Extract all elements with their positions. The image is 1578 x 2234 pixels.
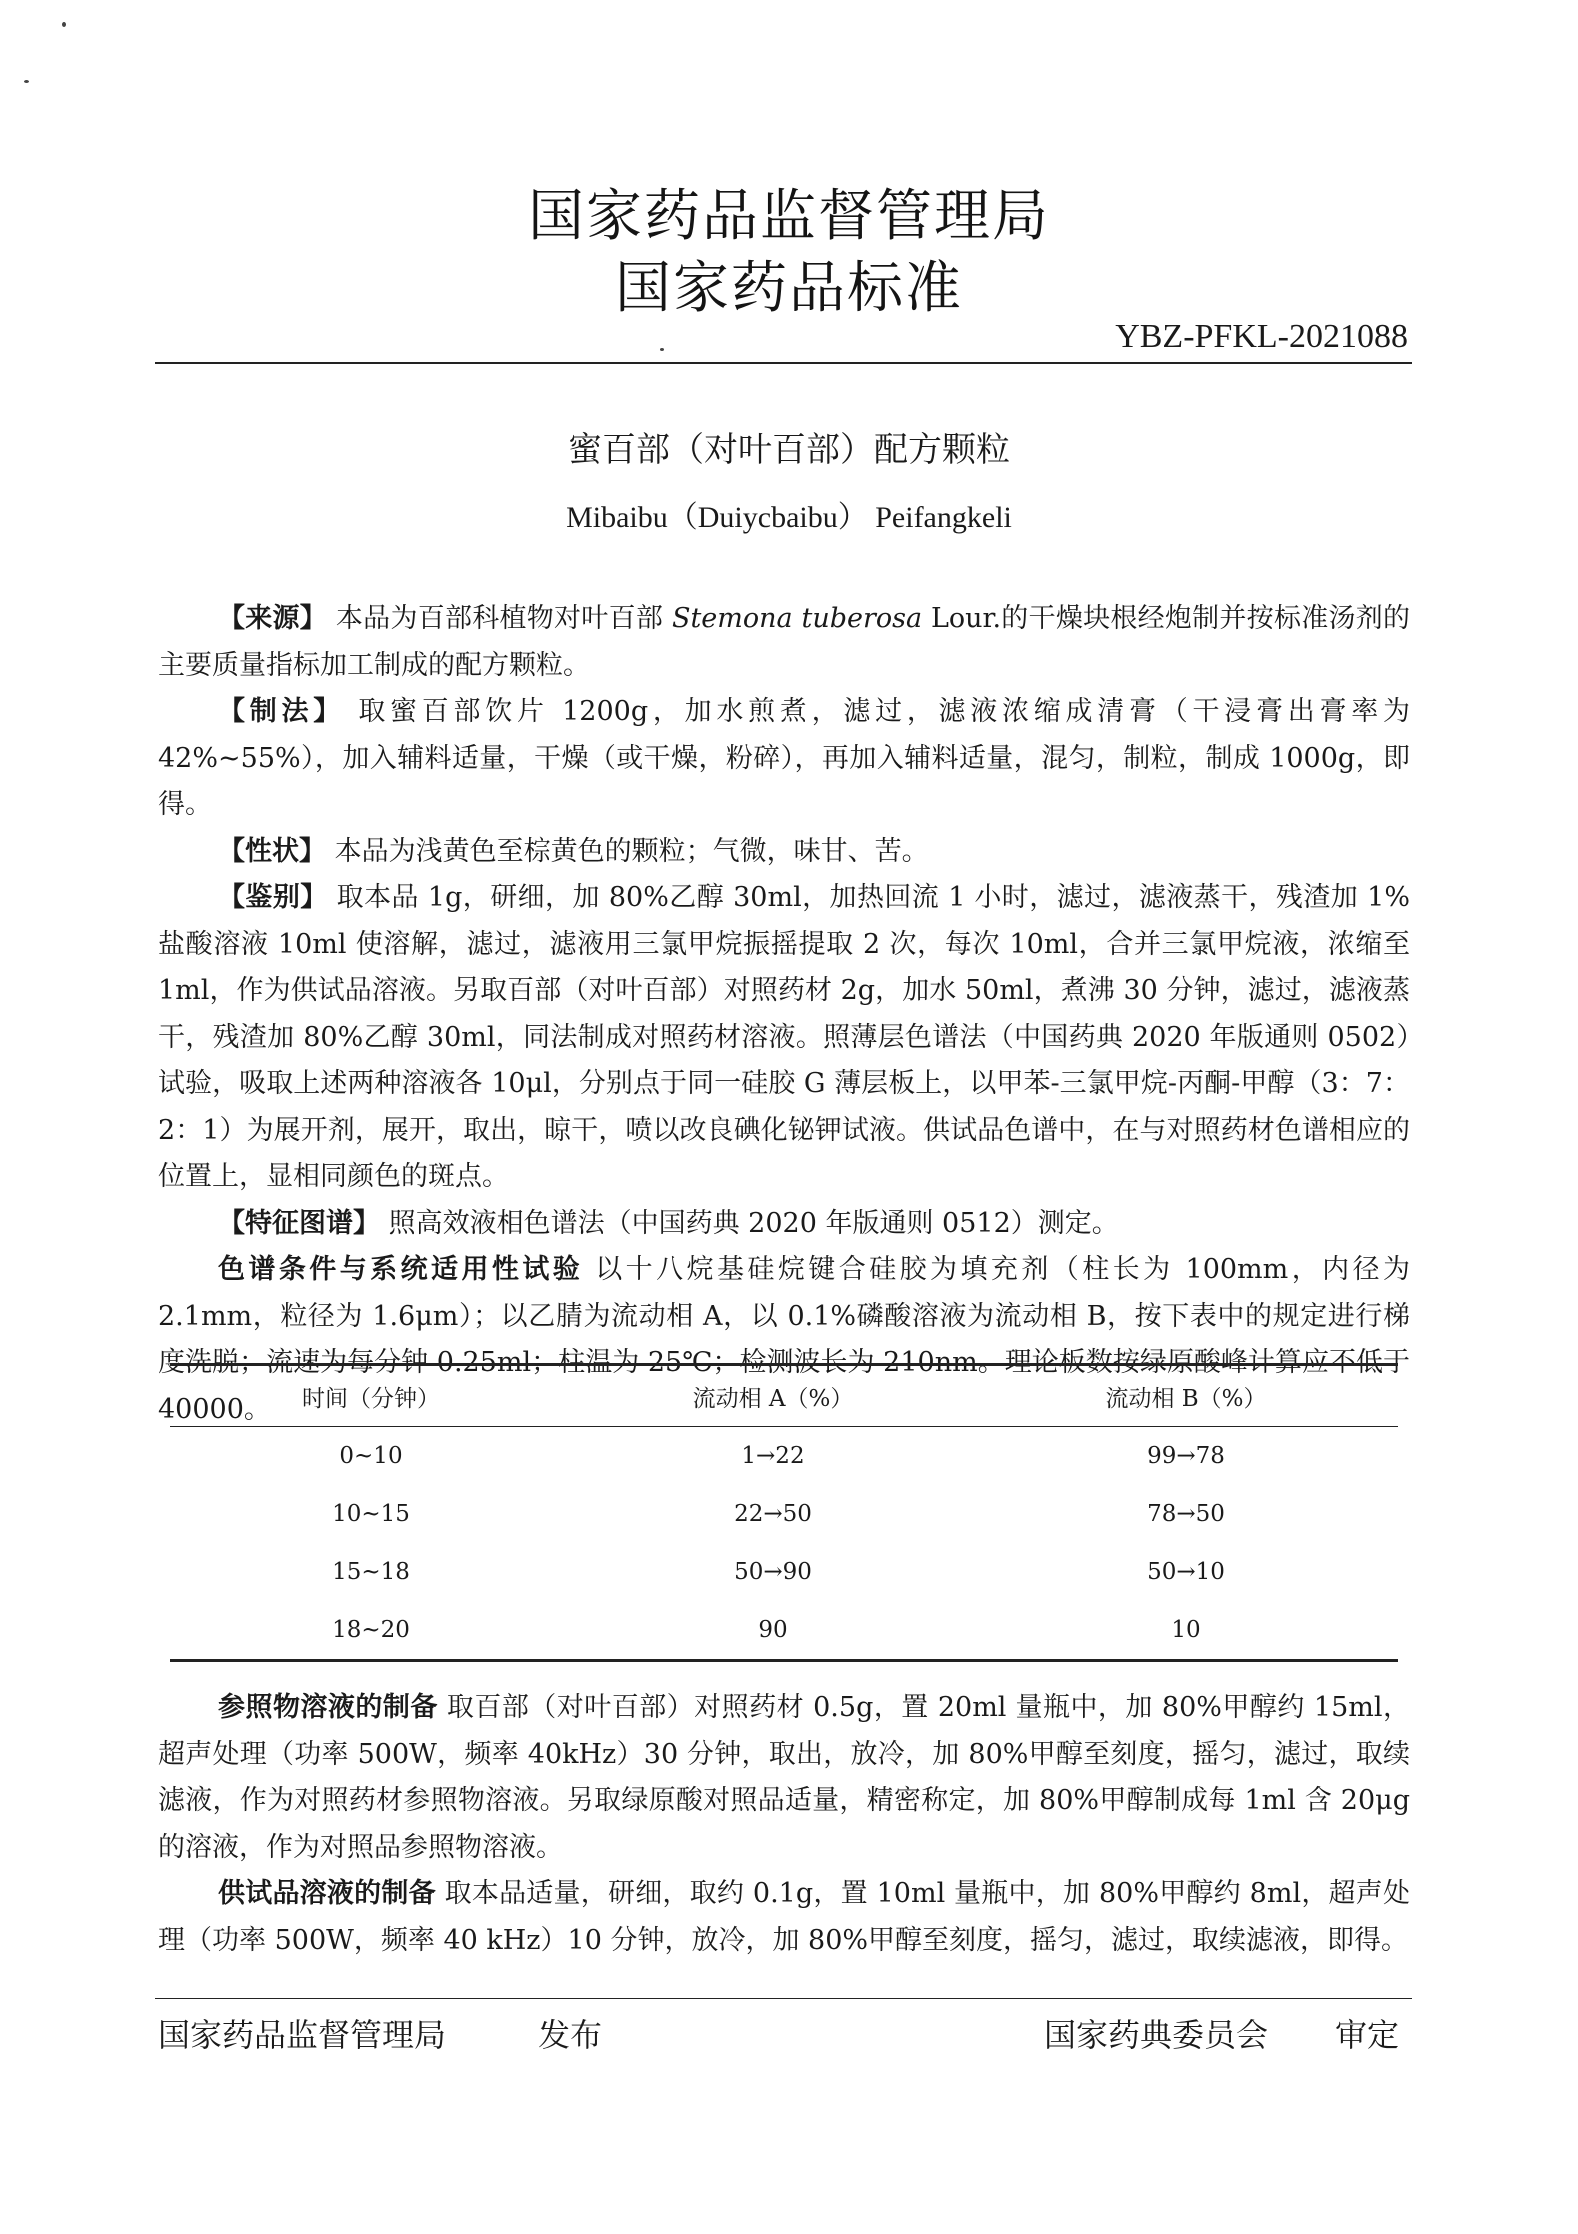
source-latin-name: Stemona tuberosa: [671, 603, 923, 634]
source-text-2: Lour.的干燥块根经炮制并按标准汤剂的主要质量指标加工制成的配方颗粒。: [158, 603, 1411, 681]
character-paragraph: [158, 829, 1410, 876]
reference-solution-paragraph: [158, 1685, 1410, 1871]
monograph-body-bottom: [158, 1685, 1410, 1964]
preparation-text: 取蜜百部饮片 1200g，加水煎煮，滤过，滤液浓缩成清膏（干浸膏出膏率为 42%~55%），加入辅料适量，干燥（或干燥，粉碎），再加入辅料适量，混匀，制粒，制成 1000g，即得。: [158, 696, 1410, 820]
character-text: 本品为浅黄色至棕黄色的颗粒；气微，味甘、苦。: [334, 835, 929, 867]
reference-solution-text: 取百部（对叶百部）对照药材 0.5g，置 20ml 量瓶中，加 80%甲醇约 15ml，超声处理（功率 500W，频率 40kHz）30 分钟，取出，放冷，加 80%甲醇至刻度，摇匀，滤过，取续滤液，作为对照药材参照物溶液。另取绿原酸对照品适量，精密称定，加 80%甲醇制成每 1ml 含 20μg 的溶液，作为对照品参照物溶液。: [158, 1692, 1410, 1863]
table-row: [170, 1543, 1398, 1601]
scan-speck: [660, 348, 664, 351]
source-label: 【来源】: [218, 603, 328, 634]
table-cell: 50→10: [1147, 1559, 1225, 1585]
identification-text: 取本品 1g，研细，加 80%乙醇 30ml，加热回流 1 小时，滤过，滤液蒸干，残渣加 1%盐酸溶液 10ml 使溶解，滤过，滤液用三氯甲烷振摇提取 2 次，每次 10ml，合并三氯甲烷液，浓缩至 1ml，作为供试品溶液。另取百部（对叶百部）对照药材 2g，加水 50ml，煮沸 30 分钟，滤过，滤液蒸干，残渣加 80%乙醇 30ml，同法制成对照药材溶液。照薄层色谱法（中国药典 2020 年版通则 0502）试验，吸取上述两种溶液各 10μl，分别点于同一硅胶 G 薄层板上，以甲苯-三氯甲烷-丙酮-甲醇（3：7：2：1）为展开剂，展开，取出，晾干，喷以改良碘化铋钾试液。供试品色谱中，在与对照药材色谱相应的位置上，显相同颜色的斑点。: [158, 882, 1411, 1192]
identification-paragraph: [158, 875, 1410, 1201]
table-row: [170, 1601, 1398, 1661]
table-cell: 22→50: [734, 1501, 812, 1527]
agency-title: 国家药品监督管理局: [528, 184, 1050, 249]
table-cell: 50→90: [734, 1559, 812, 1585]
table-cell: 90: [758, 1617, 788, 1643]
header-divider: [155, 362, 1412, 364]
preparation-label: 【制法】: [218, 696, 345, 727]
footer-divider: [155, 1998, 1412, 1999]
test-solution-text: 取本品适量，研细，取约 0.1g，置 10ml 量瓶中，加 80%甲醇约 8ml，超声处理（功率 500W，频率 40 kHz）10 分钟，放冷，加 80%甲醇至刻度，摇匀，滤过，取续滤液，即得。: [158, 1878, 1411, 1956]
monograph-body-top: [158, 596, 1410, 1433]
scan-speck: [24, 80, 29, 83]
standard-title: 国家药品标准: [615, 256, 963, 321]
fingerprint-label: 【特征图谱】: [218, 1207, 380, 1239]
footer-reviewer: 国家药典委员会: [1044, 2016, 1269, 2054]
table-header-cell: 时间（分钟）: [302, 1385, 440, 1412]
source-paragraph: [158, 596, 1410, 689]
table-cell: 1→22: [741, 1443, 805, 1469]
table-cell: 15~18: [332, 1559, 410, 1585]
drug-name-cn: 蜜百部（对叶百部）配方颗粒: [568, 430, 1010, 470]
gradient-table: [170, 1363, 1398, 1662]
table-row: [170, 1485, 1398, 1543]
conditions-label: 色谱条件与系统适用性试验: [218, 1254, 584, 1285]
test-solution-label: 供试品溶液的制备: [218, 1878, 436, 1909]
standard-code: YBZ-PFKL-2021088: [1115, 318, 1408, 355]
source-text-1: 本品为百部科植物对叶百部: [335, 603, 672, 634]
footer-review-label: 审定: [1335, 2016, 1400, 2054]
scan-speck: [62, 22, 66, 27]
table-cell: 78→50: [1147, 1501, 1225, 1527]
reference-solution-label: 参照物溶液的制备: [218, 1692, 438, 1723]
fingerprint-paragraph: [158, 1201, 1410, 1248]
table-cell: 99→78: [1147, 1443, 1225, 1469]
identification-label: 【鉴别】: [218, 882, 328, 913]
test-solution-paragraph: [158, 1871, 1410, 1964]
table-header-row: [170, 1365, 1398, 1427]
fingerprint-text: 照高效液相色谱法（中国药典 2020 年版通则 0512）测定。: [388, 1207, 1119, 1239]
character-label: 【性状】: [218, 835, 326, 867]
conditions-text: 以十八烷基硅烷键合硅胶为填充剂（柱长为 100mm，内径为 2.1mm，粒径为 1.6μm）；以乙腈为流动相 A，以 0.1%磷酸溶液为流动相 B，按下表中的规定进行梯度洗脱；流速为每分钟 0.25ml；柱温为 25℃；检测波长为 210nm。理论板数按绿原酸峰计算应不低于 40000。: [158, 1254, 1411, 1425]
preparation-paragraph: [158, 689, 1410, 829]
table-cell: 10~15: [332, 1501, 410, 1527]
drug-name-en: Mibaibu（Duiycbaibu） Peifangkeli: [566, 501, 1012, 534]
table-cell: 0~10: [339, 1443, 403, 1469]
footer-publish-label: 发布: [538, 2016, 603, 2054]
table-header-cell: 流动相 A（%）: [692, 1385, 854, 1412]
table-header-cell: 流动相 B（%）: [1105, 1385, 1267, 1412]
table-row: [170, 1427, 1398, 1486]
table-cell: 10: [1171, 1617, 1201, 1643]
footer-publisher: 国家药品监督管理局: [158, 2016, 447, 2054]
table-cell: 18~20: [332, 1617, 410, 1643]
